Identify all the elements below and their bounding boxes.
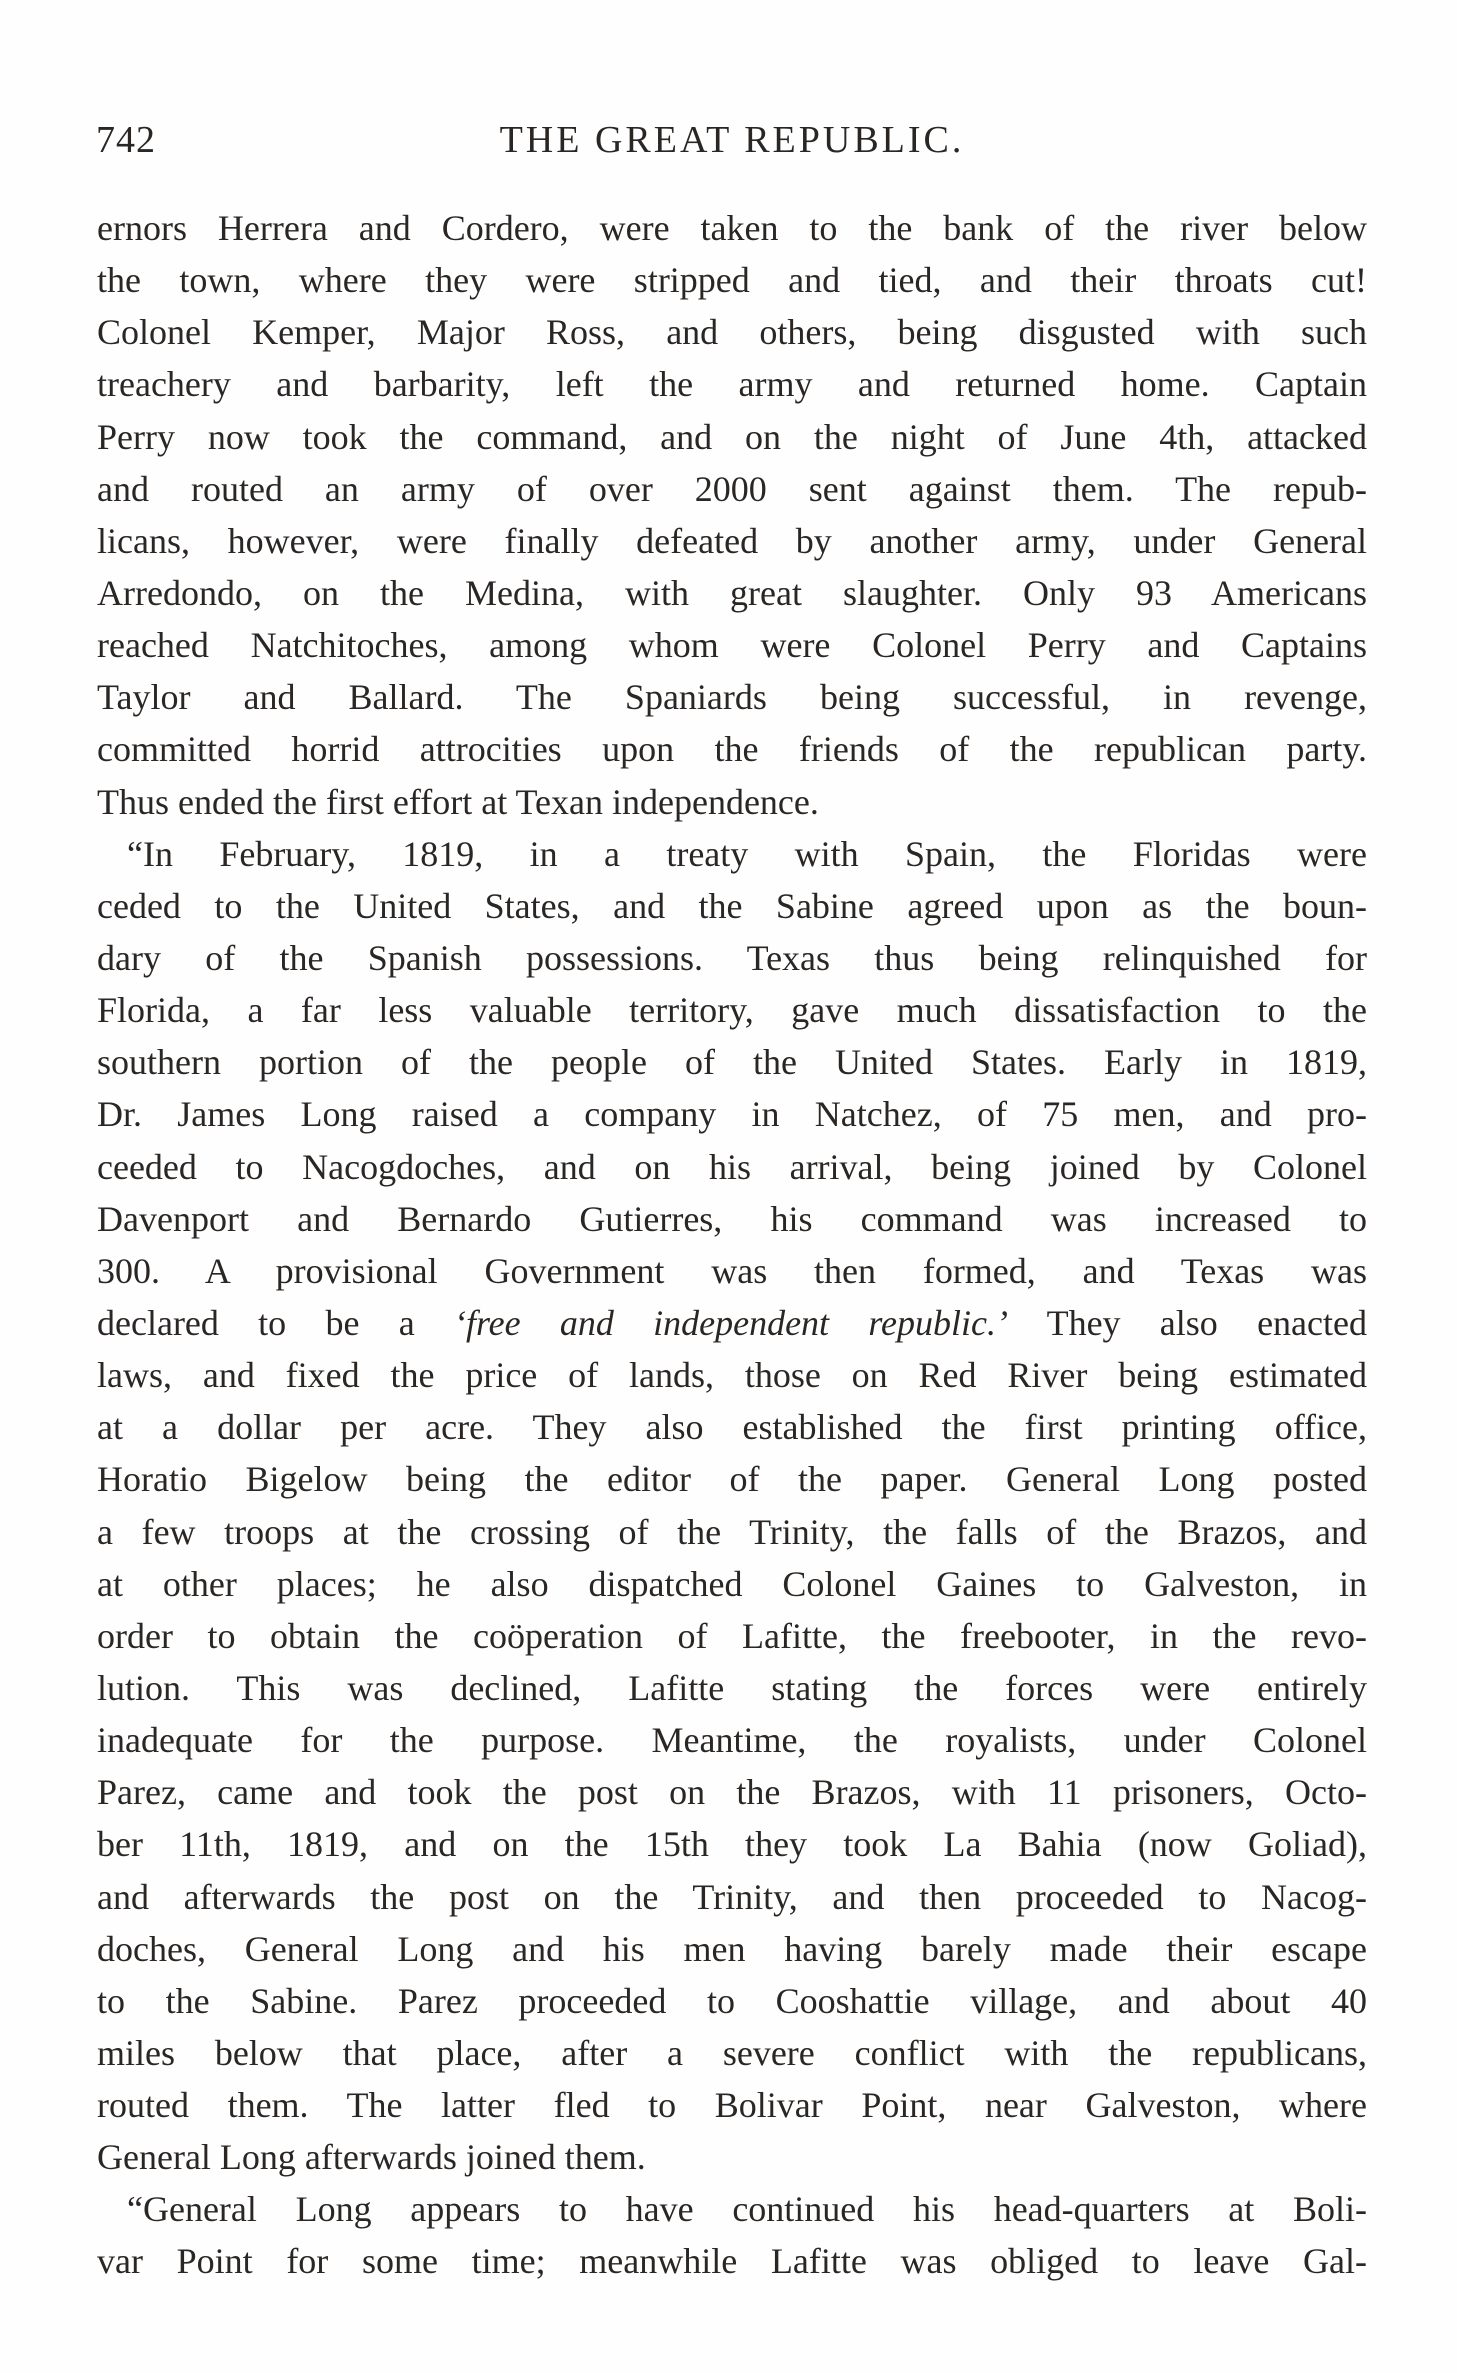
text-segment: declared to be a xyxy=(97,1302,454,1343)
text-line: Colonel Kemper, Major Ross, and others, being disgusted with such xyxy=(97,312,1367,353)
text-line: doches, General Long and his men having barely made their escape xyxy=(97,1928,1367,1969)
text-line-paragraph-end: General Long afterwards joined them. xyxy=(97,2137,646,2178)
text-line: treachery and barbarity, left the army and returned home. Captain xyxy=(97,364,1367,405)
text-line: a few troops at the crossing of the Trinity, the falls of the Brazos, and xyxy=(97,1511,1367,1552)
body-text xyxy=(97,202,1367,2288)
text-line: licans, however, were finally defeated by another army, under General xyxy=(97,520,1367,561)
running-head xyxy=(96,118,1368,168)
italic-quote: ‘free and independent republic.’ xyxy=(453,1302,1008,1343)
text-line: southern portion of the people of the United States. Early in 1819, xyxy=(97,1042,1367,1083)
text-line: to the Sabine. Parez proceeded to Cooshattie village, and about 40 xyxy=(97,1980,1367,2021)
running-title: THE GREAT REPUBLIC. xyxy=(499,119,965,161)
text-line: var Point for some time; meanwhile Lafitte was obliged to leave Gal- xyxy=(97,2241,1367,2282)
text-line-paragraph-start: “General Long appears to have continued his head-quarters at Boli- xyxy=(127,2189,1367,2230)
text-line: and afterwards the post on the Trinity, and then proceeded to Nacog- xyxy=(97,1876,1367,1917)
text-line: and routed an army of over 2000 sent against them. The repub- xyxy=(97,468,1367,509)
text-line-paragraph-end: Thus ended the first effort at Texan independence. xyxy=(97,781,819,822)
text-line: miles below that place, after a severe conflict with the republicans, xyxy=(97,2032,1367,2073)
text-line: routed them. The latter fled to Bolivar Point, near Galveston, where xyxy=(97,2085,1367,2126)
text-line-with-italic xyxy=(97,1297,1367,1349)
text-line: Florida, a far less valuable territory, gave much dissatisfaction to the xyxy=(97,990,1367,1031)
text-line: Perry now took the command, and on the night of June 4th, attacked xyxy=(97,416,1367,457)
text-line: lution. This was declined, Lafitte stating the forces were entirely xyxy=(97,1667,1367,1708)
text-line: ceded to the United States, and the Sabine agreed upon as the boun- xyxy=(97,885,1367,926)
page-number: 742 xyxy=(96,119,156,161)
text-line: 300. A provisional Government was then formed, and Texas was xyxy=(97,1250,1367,1291)
text-line: Horatio Bigelow being the editor of the paper. General Long posted xyxy=(97,1459,1367,1500)
text-line: Taylor and Ballard. The Spaniards being successful, in revenge, xyxy=(97,677,1367,718)
text-line: inadequate for the purpose. Meantime, the royalists, under Colonel xyxy=(97,1720,1367,1761)
text-line: at other places; he also dispatched Colonel Gaines to Galveston, in xyxy=(97,1563,1367,1604)
text-line: Parez, came and took the post on the Brazos, with 11 prisoners, Octo- xyxy=(97,1772,1367,1813)
text-line: order to obtain the coöperation of Lafitte, the freebooter, in the revo- xyxy=(97,1615,1367,1656)
text-line: dary of the Spanish possessions. Texas thus being relinquished for xyxy=(97,937,1367,978)
text-segment: They also enacted xyxy=(1007,1302,1367,1343)
text-line: Arredondo, on the Medina, with great slaughter. Only 93 Americans xyxy=(97,572,1367,613)
text-line: reached Natchitoches, among whom were Colonel Perry and Captains xyxy=(97,625,1367,666)
text-line: ber 11th, 1819, and on the 15th they took La Bahia (now Goliad), xyxy=(97,1824,1367,1865)
text-line: Dr. James Long raised a company in Natchez, of 75 men, and pro- xyxy=(97,1094,1367,1135)
text-line: ernors Herrera and Cordero, were taken to the bank of the river below xyxy=(97,208,1367,248)
text-line: at a dollar per acre. They also established the first printing office, xyxy=(97,1407,1367,1448)
text-line: committed horrid attrocities upon the friends of the republican party. xyxy=(97,729,1367,770)
text-line-paragraph-start: “In February, 1819, in a treaty with Spain, the Floridas were xyxy=(127,833,1367,874)
text-line: Davenport and Bernardo Gutierres, his command was increased to xyxy=(97,1198,1367,1239)
text-line: ceeded to Nacogdoches, and on his arrival, being joined by Colonel xyxy=(97,1146,1367,1187)
text-line: the town, where they were stripped and tied, and their throats cut! xyxy=(97,260,1367,301)
text-line: laws, and fixed the price of lands, those on Red River being estimated xyxy=(97,1355,1367,1396)
